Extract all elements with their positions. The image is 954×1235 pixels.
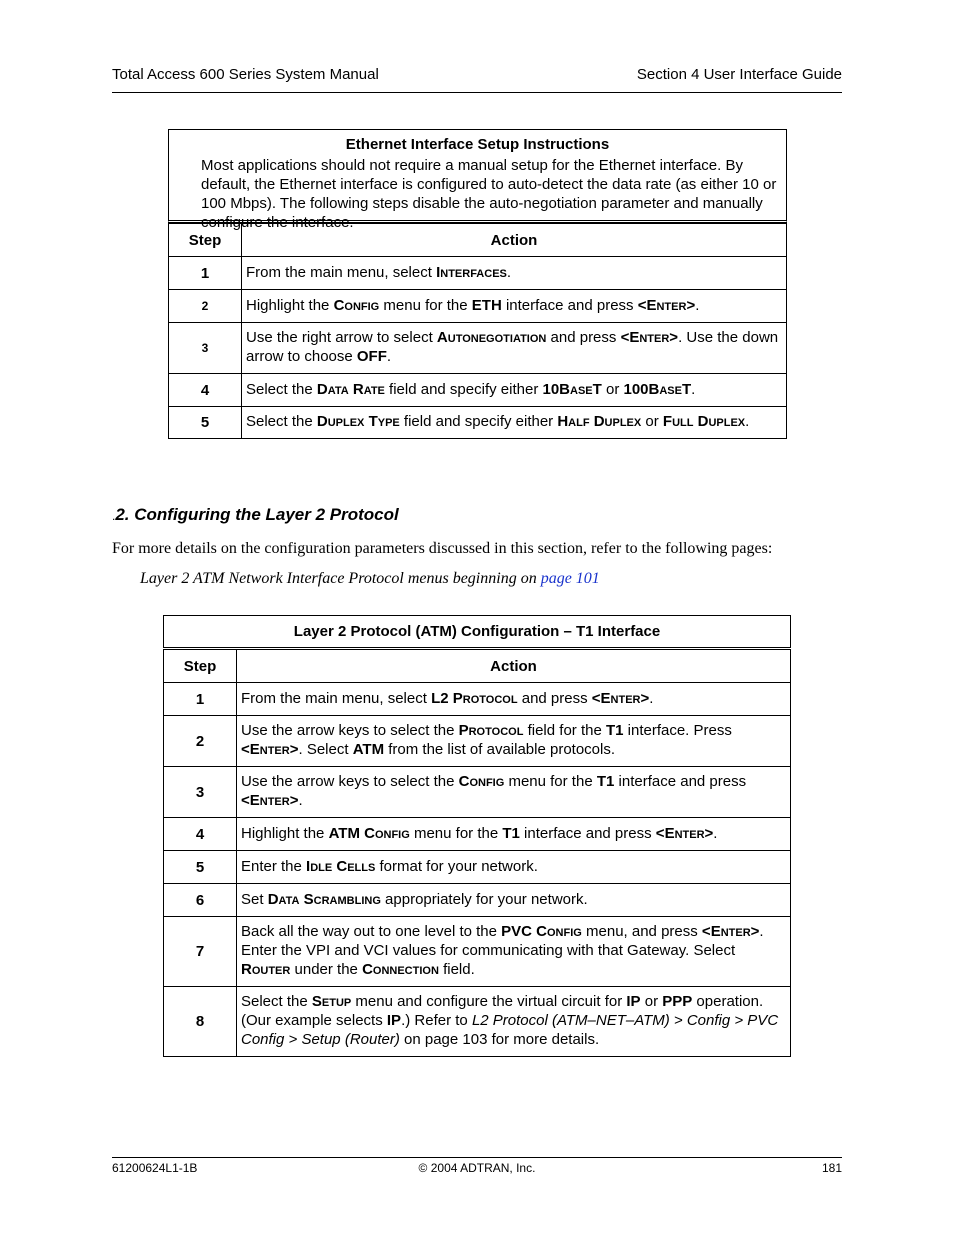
doc-number: 61200624L1-1B: [112, 1161, 198, 1175]
step-action: Highlight the ATM Config menu for the T1 interface and press <Enter>.: [237, 818, 791, 851]
ethernet-intro-box: [168, 129, 787, 231]
step-number: 1: [169, 257, 242, 290]
step-action: From the main menu, select L2 Protocol and press <Enter>.: [237, 683, 791, 716]
step-number: 8: [164, 987, 237, 1057]
reference-text: Layer 2 ATM Network Interface Protocol menus beginning on: [140, 570, 541, 587]
step-number: 6: [164, 884, 237, 917]
page-header: [112, 64, 842, 93]
step-action: Use the arrow keys to select the Config menu for the T1 interface and press <Enter>.: [237, 767, 791, 818]
step-number: 4: [169, 374, 242, 407]
table-row: [164, 683, 791, 716]
table-row: [164, 716, 791, 767]
table-row: [169, 323, 787, 374]
step-number: 2: [169, 290, 242, 323]
section-heading: [112, 505, 399, 525]
step-action: From the main menu, select Interfaces.: [242, 257, 787, 290]
page-footer: [112, 1157, 842, 1175]
ethernet-setup-table: [168, 129, 787, 439]
step-number: 3: [169, 323, 242, 374]
step-number: 5: [169, 407, 242, 439]
action-header: Action: [242, 224, 787, 257]
table-row: [164, 851, 791, 884]
table-row: [169, 290, 787, 323]
step-action: Use the right arrow to select Autonegotiation and press <Enter>. Use the down arrow to choose OFF.: [242, 323, 787, 374]
table-row: [169, 407, 787, 439]
layer2-config-table: [163, 615, 791, 1057]
step-action: Set Data Scrambling appropriately for your network.: [237, 884, 791, 917]
table-row: [169, 257, 787, 290]
step-action: Enter the Idle Cells format for your network.: [237, 851, 791, 884]
step-number: 4: [164, 818, 237, 851]
ethernet-intro-text: Most applications should not require a manual setup for the Ethernet interface. By default, the Ethernet interface is configured to auto-detect the data rate (as either 10 or 100 Mbps). The following steps disable the auto-negotiation parameter and manually configure the interface.: [201, 157, 777, 231]
step-number: 1: [164, 683, 237, 716]
layer2-steps-table: [163, 615, 791, 1057]
section-title: Section 4 User Interface Guide: [636, 66, 842, 83]
manual-title: Total Access 600 Series System Manual: [112, 66, 379, 83]
step-number: 7: [164, 917, 237, 987]
step-number: 5: [164, 851, 237, 884]
table-row: [169, 374, 787, 407]
step-number: 3: [164, 767, 237, 818]
step-action: Select the Duplex Type field and specify either Half Duplex or Full Duplex.: [242, 407, 787, 439]
table-caption-row: [164, 616, 791, 649]
table-row: [164, 917, 791, 987]
step-action: Back all the way out to one level to the PVC Config menu, and press <Enter>. Enter the VPI and VCI values for communicating with that Gateway. Select Router under the Connection field.: [237, 917, 791, 987]
table-header-row: [164, 649, 791, 683]
step-header: Step: [169, 224, 242, 257]
action-header: Action: [237, 649, 791, 683]
table-row: [164, 818, 791, 851]
ethernet-table-title: Ethernet Interface Setup Instructions: [345, 136, 610, 153]
table-row: [164, 987, 791, 1057]
page-number: 181: [821, 1161, 842, 1175]
copyright: © 2004 ADTRAN, Inc.: [418, 1161, 536, 1175]
heading-prefix: .: [112, 509, 116, 523]
heading-text: 2. Configuring the Layer 2 Protocol: [115, 505, 399, 524]
table-row: [164, 767, 791, 818]
step-number: 2: [164, 716, 237, 767]
step-header: Step: [164, 649, 237, 683]
page-101-link[interactable]: page 101: [540, 570, 600, 587]
section-paragraph: For more details on the configuration parameters discussed in this section, refer to the following pages:: [112, 540, 773, 557]
reference-line: [140, 570, 600, 588]
ethernet-steps-table: [168, 223, 787, 439]
step-action: Select the Data Rate field and specify either 10BaseT or 100BaseT.: [242, 374, 787, 407]
table-row: [164, 884, 791, 917]
step-action: Highlight the Config menu for the ETH interface and press <Enter>.: [242, 290, 787, 323]
layer2-table-title: Layer 2 Protocol (ATM) Configuration – T1 Interface: [164, 616, 791, 649]
step-action: Use the arrow keys to select the Protocol field for the T1 interface. Press <Enter>. Select ATM from the list of available protocols.: [237, 716, 791, 767]
step-action: Select the Setup menu and configure the virtual circuit for IP or PPP operation. (Our example selects IP.) Refer to L2 Protocol (ATM–NET–ATM) > Config > PVC Config > Setup (Router) on page 103 for more details.: [237, 987, 791, 1057]
